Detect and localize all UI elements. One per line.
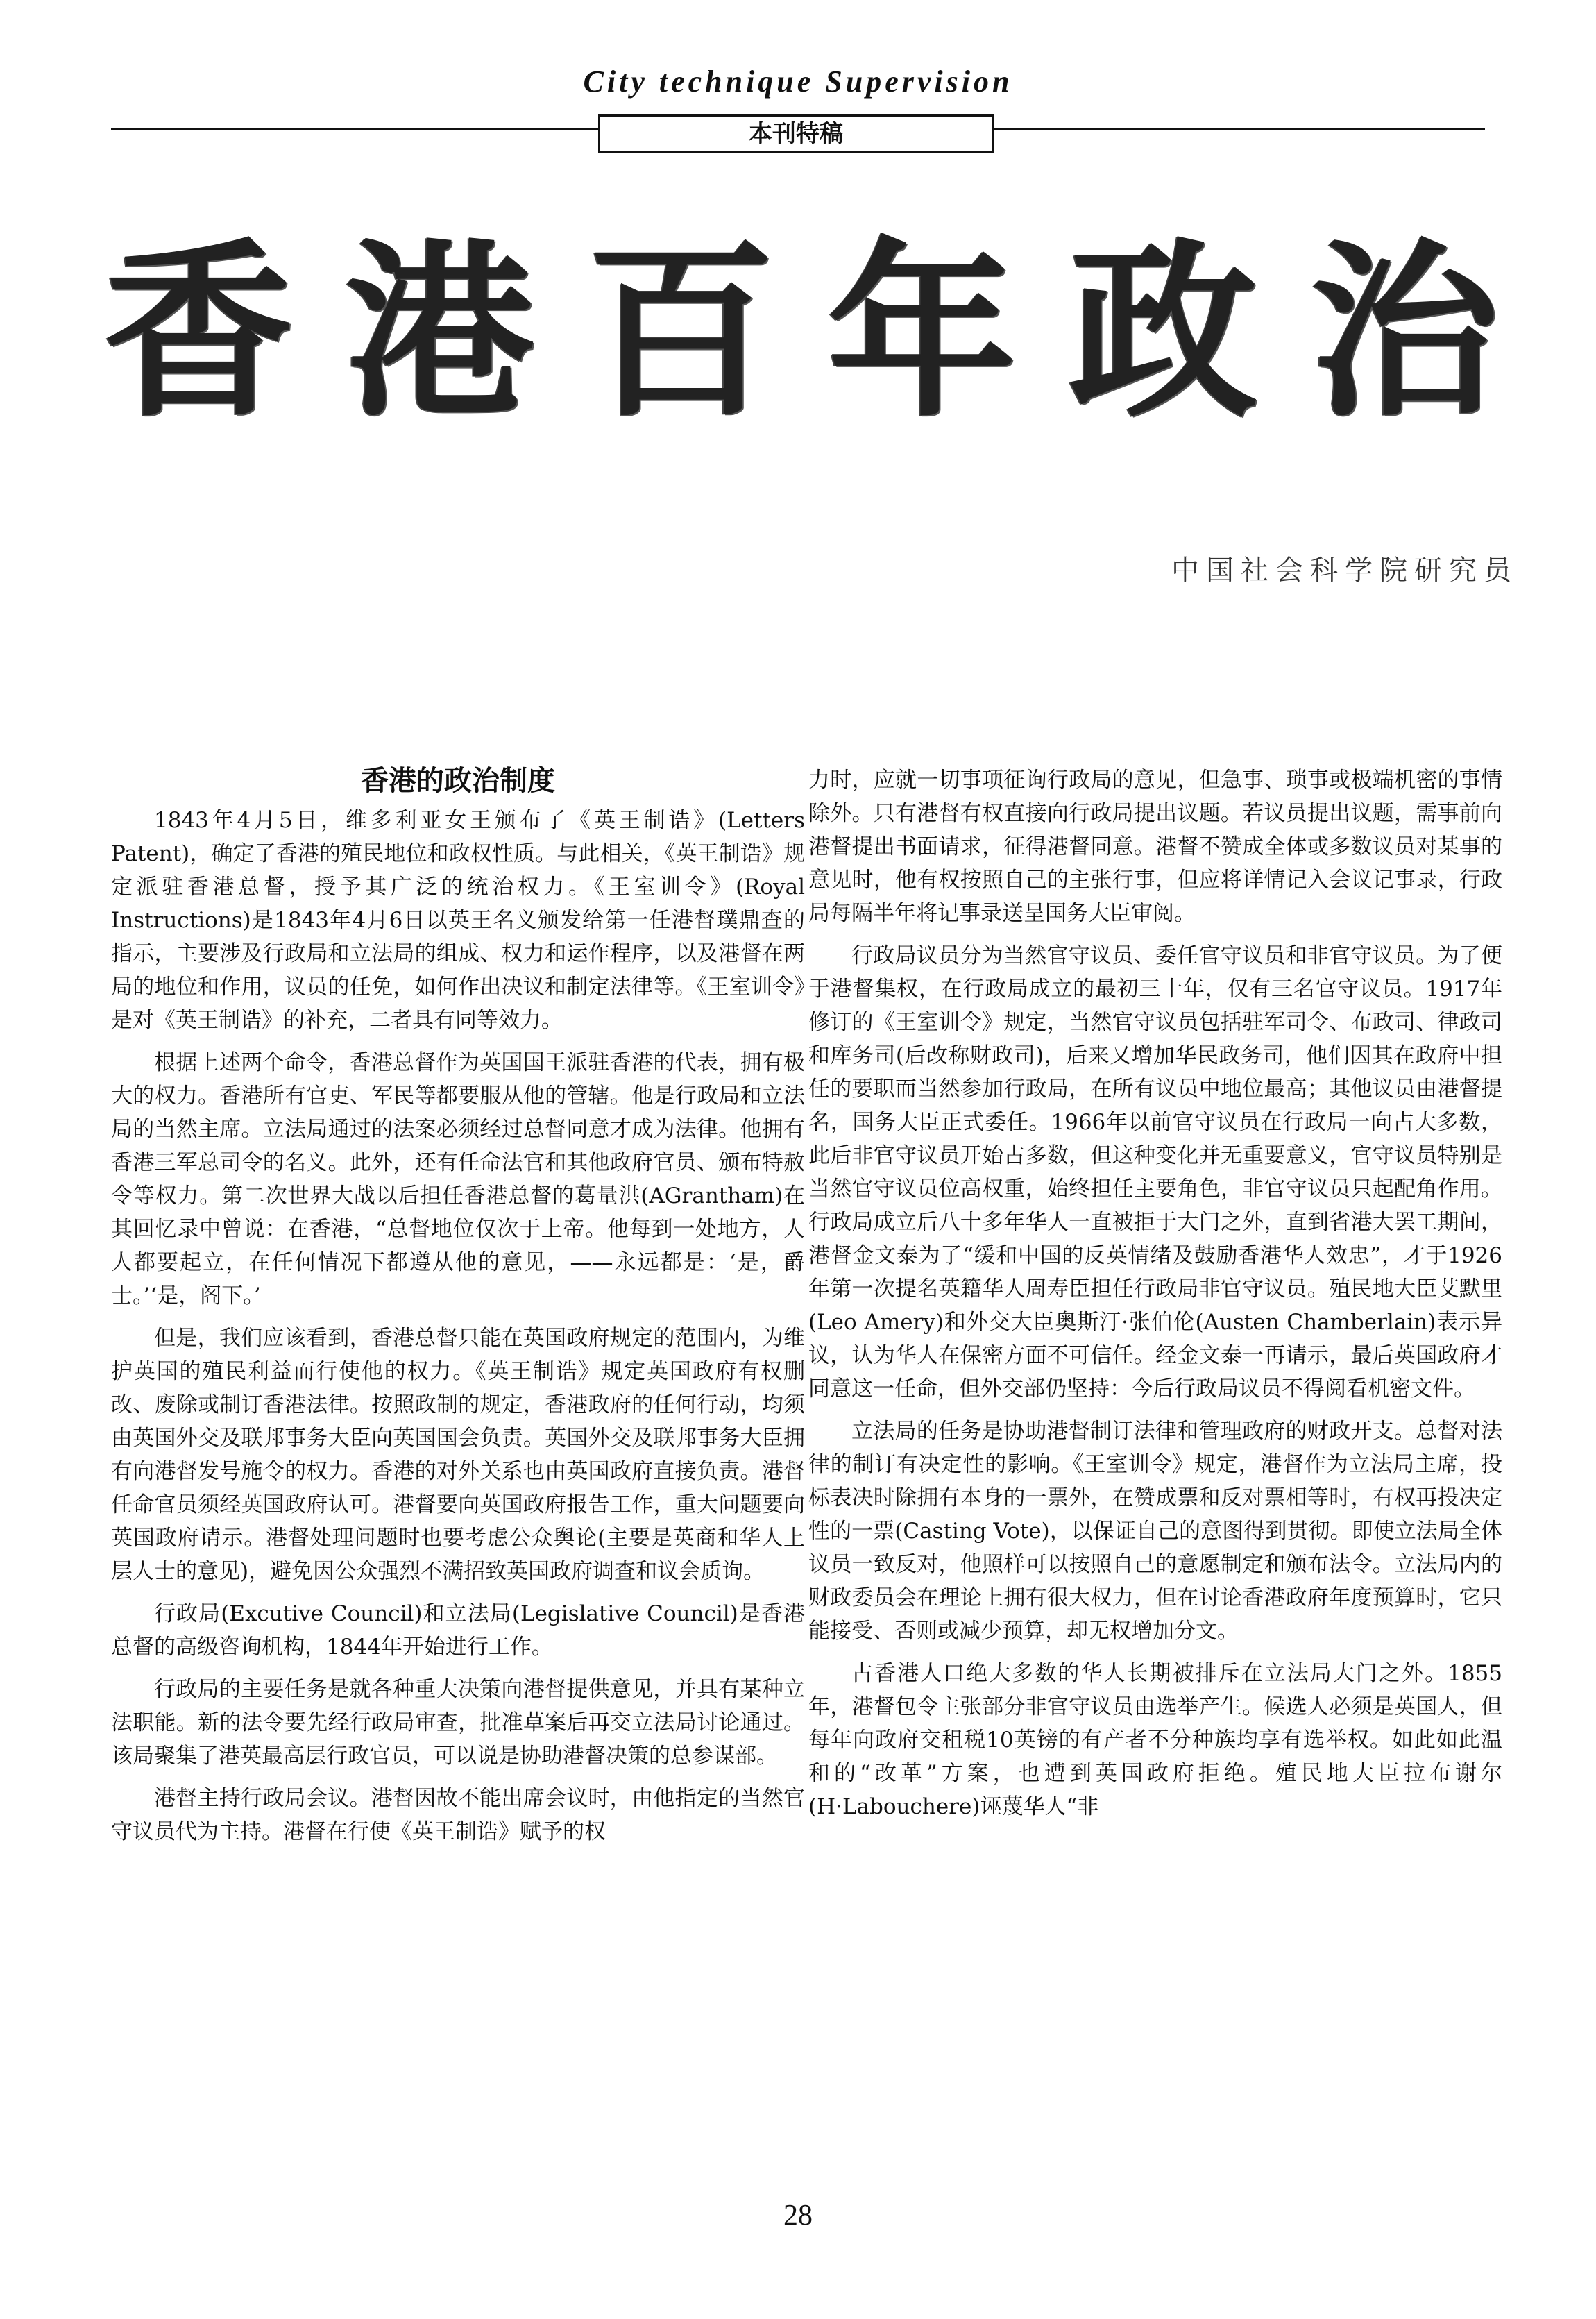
title-char: 政 (1069, 224, 1258, 443)
journal-title: City technique Supervision (583, 65, 1013, 99)
title-char: 港 (345, 224, 534, 443)
title-char: 百 (586, 224, 776, 443)
section-tag: 本刊特稿 (598, 114, 994, 153)
paragraph: 立法局的任务是协助港督制订法律和管理政府的财政开支。总督对法律的制订有决定性的影响。《王室训令》规定，港督作为立法局主席，投标表决时除拥有本身的一票外，在赞成票和反对票相等时，有权再投决定性的一票(Casting Vote)，以保证自己的意图得到贯彻。即使立法局全体议员一致反对，他照样可以按照自己的意愿制定和颁布法令。立法局内的财政委员会在理论上拥有很大权力，但在讨论香港政府年度预算时，它只能接受、否则或减少预算，却无权增加分文。 (808, 1419, 1502, 1644)
header-rule-right (992, 128, 1485, 130)
author-line: 中国社会科学院研究员 (1171, 555, 1518, 587)
article-title (104, 224, 1499, 443)
left-column (111, 764, 805, 1857)
page-number: 28 (783, 2200, 813, 2232)
paragraph: 占香港人口绝大多数的华人长期被排斥在立法局大门之外。1855年，港督包令主张部分非官守议员由选举产生。候选人必须是英国人，但每年向政府交租税10英镑的有产者不分种族均享有选举权。如此如此温和的“改革”方案，也遭到英国政府拒绝。殖民地大臣拉布谢尔(H·Labouchere)诬蔑华人“非 (808, 1661, 1502, 1819)
title-char: 治 (1309, 224, 1499, 443)
paragraph: 根据上述两个命令，香港总督作为英国国王派驻香港的代表，拥有极大的权力。香港所有官吏、军民等都要服从他的管辖。他是行政局和立法局的当然主席。立法局通过的法案必须经过总督同意才成为法律。他拥有香港三军总司令的名义。此外，还有任命法官和其他政府官员、颁布特赦令等权力。第二次世界大战以后担任香港总督的葛量洪(AGrantham)在其回忆录中曾说：在香港，“总督地位仅次于上帝。他每到一处地方，人人都要起立，在任何情况下都遵从他的意见，——永远都是：‘是，爵士。’‘是，阁下。’ (111, 1050, 805, 1308)
paragraph: 行政局(Excutive Council)和立法局(Legislative Council)是香港总督的高级咨询机构，1844年开始进行工作。 (111, 1601, 805, 1660)
paragraph: 1843年4月5日，维多利亚女王颁布了《英王制诰》(Letters Patent)，确定了香港的殖民地位和政权性质。与此相关，《英王制诰》规定派驻香港总督，授予其广泛的统治权力。《王室训令》(Royal Instructions)是1843年4月6日以英王名义颁发给第一任港督璞鼎查的指示，主要涉及行政局和立法局的组成、权力和运作程序，以及港督在两局的地位和作用，议员的任免，如何作出决议和制定法律等。《王室训令》是对《英王制诰》的补充，二者具有同等效力。 (111, 808, 805, 1033)
paragraph: 行政局议员分为当然官守议员、委任官守议员和非官守议员。为了便于港督集权，在行政局成立的最初三十年，仅有三名官守议员。1917年修订的《王室训令》规定，当然官守议员包括驻军司令、布政司、律政司和库务司(后改称财政司)，后来又增加华民政务司，他们因其在政府中担任的要职而当然参加行政局，在所有议员中地位最高；其他议员由港督提名，国务大臣正式委任。1966年以前官守议员在行政局一向占大多数，此后非官守议员开始占多数，但这种变化并无重要意义，官守议员特别是当然官守议员位高权重，始终担任主要角色，非官守议员只起配角作用。行政局成立后八十多年华人一直被拒于大门之外，直到省港大罢工期间，港督金文泰为了“缓和中国的反英情绪及鼓励香港华人效忠”，才于1926年第一次提名英籍华人周寿臣担任行政局非官守议员。殖民地大臣艾默里(Leo Amery)和外交大臣奥斯汀·张伯伦(Austen Chamberlain)表示异议，认为华人在保密方面不可信任。经金文泰一再请示，最后英国政府才同意这一任命，但外交部仍坚持：今后行政局议员不得阅看机密文件。 (808, 943, 1502, 1401)
section-heading: 香港的政治制度 (361, 765, 555, 797)
paragraph: 但是，我们应该看到，香港总督只能在英国政府规定的范围内，为维护英国的殖民利益而行使他的权力。《英王制诰》规定英国政府有权删改、废除或制订香港法律。按照政制的规定，香港政府的任何行动，均须由英国外交及联邦事务大臣向英国国会负责。英国外交及联邦事务大臣拥有向港督发号施令的权力。香港的对外关系也由英国政府直接负责。港督任命官员须经英国政府认可。港督要向英国政府报告工作，重大问题要向英国政府请示。港督处理问题时也要考虑公众舆论(主要是英商和华人上层人士的意见)，避免因公众强烈不满招致英国政府调查和议会质询。 (111, 1326, 805, 1584)
right-column (808, 764, 1502, 1832)
paragraph: 港督主持行政局会议。港督因故不能出席会议时，由他指定的当然官守议员代为主持。港督在行使《英王制诰》赋予的权 (111, 1786, 805, 1844)
title-char: 香 (104, 224, 293, 443)
title-char: 年 (827, 224, 1017, 443)
paragraph-continued: 力时，应就一切事项征询行政局的意见，但急事、琐事或极端机密的事情除外。只有港督有权直接向行政局提出议题。若议员提出议题，需事前向港督提出书面请求，征得港督同意。港督不赞成全体或多数议员对某事的意见时，他有权按照自己的主张行事，但应将详情记入会议记事录，行政局每隔半年将记事录送呈国务大臣审阅。 (808, 768, 1502, 926)
header-rule-left (111, 128, 600, 130)
paragraph: 行政局的主要任务是就各种重大决策向港督提供意见，并具有某种立法职能。新的法令要先经行政局审查，批准草案后再交立法局讨论通过。该局聚集了港英最高层行政官员，可以说是协助港督决策的总参谋部。 (111, 1677, 805, 1769)
